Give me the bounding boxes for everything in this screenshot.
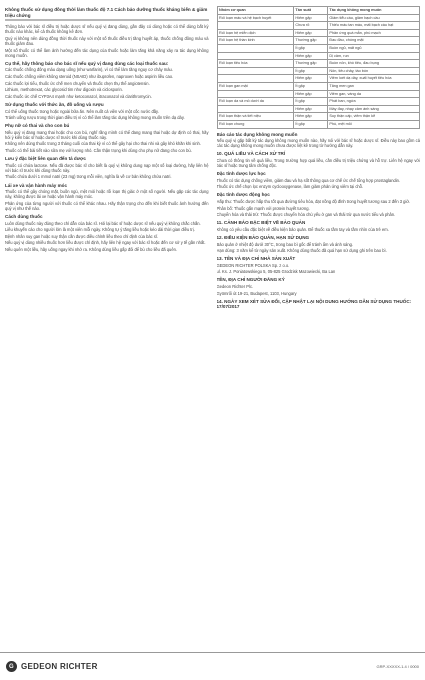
table-cell: [217, 67, 293, 75]
sub-heading: Sử dụng thuốc với thức ăn, đồ uống và rượu: [5, 101, 104, 107]
company-logo-icon: G: [6, 661, 17, 672]
paragraph: Các thuốc lợi tiểu, thuốc ức chế men chuyển và thuốc chẹn thụ thể angiotensin.: [5, 80, 150, 86]
table-row: [217, 82, 420, 90]
paragraph: Các thuốc ức chế CYP3A4 mạnh như ketoconazol, itraconazol và clarithromycin.: [5, 93, 152, 99]
paragraph: Thuốc có thể gây chóng mặt, buồn ngủ, mệt mỏi hoặc rối loạn thị giác ở một số người. Nếu gặp các tác dụng này, không được lái xe hoặc vận hành máy móc.: [5, 189, 209, 200]
paragraph: Nếu quý vị dùng nhiều thuốc hơn liều được chỉ định, hãy liên hệ ngay với bác sĩ hoặc đến cơ sở y tế gần nhất.: [5, 240, 206, 246]
column-header: Nhóm cơ quan: [217, 7, 293, 15]
table-row: [217, 113, 420, 121]
table-cell: Rối loạn tiêu hóa: [217, 60, 293, 68]
table-cell: Rối loạn máu và hệ bạch huyết: [217, 14, 293, 22]
sub-heading: Báo cáo tác dụng không mong muốn: [216, 131, 298, 137]
paragraph: Tránh uống rượu trong thời gian điều trị vì có thể làm tăng tác dụng không mong muốn trên dạ dày.: [5, 115, 185, 121]
table-cell: Thiếu máu tan máu, mất bạch cầu hạt: [327, 22, 419, 30]
footer: [0, 652, 425, 680]
table-cell: Rối loạn da và mô dưới da: [217, 98, 293, 106]
section-heading: 12. ĐIỀU KIỆN BẢO QUẢN, HẠN SỬ DỤNG: [216, 234, 310, 240]
table-row: [217, 67, 420, 75]
paragraph: Nếu quý vị gặp bất kỳ tác dụng không mong muốn nào, hãy nói với bác sĩ hoặc dược sĩ. Điều này bao gồm cả các tác dụng không mong muốn chưa được liệt kê trong tờ hướng dẫn này.: [216, 138, 420, 149]
brand-name: GEDEON RICHTER: [21, 662, 98, 671]
table-cell: Ít gặp: [293, 67, 327, 75]
table-cell: Thường gặp: [293, 60, 327, 68]
document-code: GRP-XXXXX-1.4 / 0000: [376, 664, 419, 669]
table-cell: Dị cảm, run: [327, 52, 419, 60]
paragraph-group-g: [5, 221, 209, 252]
table-cell: Rối loạn gan mật: [217, 82, 293, 90]
paragraph: Bảo quản ở nhiệt độ dưới 30°C, trong bao bì gốc để tránh ẩm và ánh sáng.: [216, 241, 354, 247]
sub-heading: Lưu ý đặc biệt liên quan đến tá dược: [5, 156, 86, 162]
paragraph: ul. Ks. J. Poniatowskiego 5, 05-825 Grodzisk Mazowiecki, Ba Lan: [216, 269, 336, 275]
table-row: [217, 98, 420, 106]
paragraph: Thuốc chứa dưới 1 mmol natri (23 mg) trong mỗi viên, nghĩa là về cơ bản không chứa natri.: [5, 174, 172, 180]
divider: [5, 19, 209, 21]
table-cell: Ít gặp: [293, 120, 327, 128]
section-heading: 11. CẢNH BÁO ĐẶC BIỆT VỀ BẢO QUẢN: [216, 220, 306, 226]
paragraph: Gyömrői út 19-21, Budapest, 1103, Hungary: [216, 290, 297, 296]
adverse-effects-table: [217, 6, 421, 129]
brand: [6, 661, 98, 672]
paragraph-group-d: [5, 130, 209, 153]
sub-heading: Phụ nữ có thai và cho con bú: [5, 123, 70, 129]
paragraph-group-f: [5, 189, 209, 211]
paragraph: Thuốc có chứa lactose. Nếu đã được bác sĩ cho biết là quý vị không dung nạp một số loại đường, hãy liên hệ với bác sĩ trước khi dùng thuốc này.: [5, 162, 209, 173]
paragraph: Liều khuyến cáo cho người lớn là một viên mỗi ngày. Không tự ý tăng liều hoặc kéo dài thời gian điều trị.: [5, 227, 195, 233]
section-heading: Không thuốc sử dụng đồng thời làm thuốc độ 7.1 Cách bảo dưỡng thuốc kháng biến & giảm triệu chứng: [5, 7, 208, 18]
paragraph: Không có yêu cầu đặc biệt về điều kiện bảo quản. Để thuốc xa tầm tay và tầm nhìn của trẻ em.: [216, 226, 389, 232]
table-cell: Hiếm gặp: [293, 113, 327, 121]
paragraph: Thuốc có thể bài tiết vào sữa mẹ với lượng nhỏ. Cần thận trọng khi dùng cho phụ nữ đang cho con bú.: [5, 148, 192, 154]
section-heading: TÊN, ĐỊA CHỈ NGƯỜI ĐĂNG KÝ: [216, 277, 285, 283]
table-cell: Mày đay, nhạy cảm ánh sáng: [327, 105, 419, 113]
table-cell: [217, 44, 293, 52]
table-cell: Hiếm gặp: [293, 52, 327, 60]
paragraph: Thông báo với bác sĩ điều trị hoặc dược sĩ nếu quý vị đang dùng, gần đây có dùng hoặc có thể dùng bất kỳ thuốc nào khác, kể cả thuốc không kê đơn.: [5, 24, 209, 35]
paragraph: Nếu quên một liều, hãy uống ngay khi nhớ ra. Không dùng liều gấp đôi để bù cho liều đã quên.: [5, 246, 178, 252]
table-cell: Viêm gan, vàng da: [327, 90, 419, 98]
left-column: [5, 4, 209, 641]
paragraph-group-b: [5, 67, 209, 98]
table-cell: Đau đầu, chóng mặt: [327, 37, 419, 45]
section-heading: 10. QUÁ LIỀU VÀ CÁCH XỬ TRÍ: [216, 151, 286, 157]
section-heading: 13. TÊN VÀ ĐỊA CHỈ NHÀ SẢN XUẤT: [216, 256, 296, 262]
sub-heading: Lái xe và vận hành máy móc: [5, 182, 68, 188]
paragraph: Luôn dùng thuốc này đúng theo chỉ dẫn của bác sĩ. Hỏi lại bác sĩ hoặc dược sĩ nếu quý vị không chắc chắn.: [5, 220, 201, 226]
table-cell: Hiếm gặp: [293, 90, 327, 98]
table-cell: [217, 22, 293, 30]
sub-heading: Cách dùng thuốc: [5, 214, 43, 219]
paragraph: Bệnh nhân suy gan hoặc suy thận cần được điều chỉnh liều theo chỉ định của bác sĩ.: [5, 233, 159, 239]
table-cell: Hiếm gặp: [293, 105, 327, 113]
paragraph: Nếu quý vị đang mang thai hoặc cho con bú, nghĩ rằng mình có thể đang mang thai hoặc dự định có thai, hãy hỏi ý kiến bác sĩ hoặc dược sĩ trước khi dùng thuốc này.: [5, 129, 209, 140]
table-row: [217, 37, 420, 45]
paragraph: Phân bố: Thuốc gắn mạnh với protein huyết tương.: [216, 205, 310, 211]
table-cell: Ít gặp: [293, 82, 327, 90]
paragraph-group-a: [5, 24, 209, 58]
table-row: [217, 75, 420, 83]
table-header-row: [217, 7, 420, 15]
table-cell: Suy thận cấp, viêm thận kẽ: [327, 113, 419, 121]
paragraph: Các thuốc chống đông máu dạng uống (như warfarin), vì có thể làm tăng nguy cơ chảy máu.: [5, 67, 173, 73]
paragraph: Hấp thu: Thuốc được hấp thu tốt qua đường tiêu hóa, đạt nồng độ đỉnh trong huyết tương sau 2 đến 3 giờ.: [216, 198, 411, 204]
table-cell: Hiếm gặp: [293, 75, 327, 83]
table-cell: Hiếm gặp: [293, 14, 327, 22]
table-row: [217, 52, 420, 60]
table-cell: Buồn ngủ, mất ngủ: [327, 44, 419, 52]
table-cell: [217, 90, 293, 98]
table-row: [217, 44, 420, 52]
paragraph: Một số thuốc có thể làm ảnh hưởng đến tác dụng của thuốc hoặc làm tăng khả năng xảy ra tác dụng không mong muốn.: [5, 47, 209, 58]
table-cell: Viêm loét dạ dày, xuất huyết tiêu hóa: [327, 75, 419, 83]
sub-heading: Cụ thể, hãy thông báo cho bác sĩ nếu quý vị đang dùng các loại thuốc sau:: [5, 60, 169, 66]
table-cell: Phát ban, ngứa: [327, 98, 419, 106]
table-cell: Thường gặp: [293, 37, 327, 45]
table-cell: Rối loạn hệ miễn dịch: [217, 29, 293, 37]
table-row: [217, 14, 420, 22]
table-cell: Ít gặp: [293, 44, 327, 52]
table-cell: [217, 105, 293, 113]
table-cell: Chưa rõ: [293, 22, 327, 30]
table-row: [217, 60, 420, 68]
paragraph: Hạn dùng: 3 năm kể từ ngày sản xuất. Không dùng thuốc đã quá hạn sử dụng ghi trên bao bì.: [216, 248, 387, 254]
paragraph: Quý vị không nên dùng đồng thời thuốc này với một số thuốc điều trị tăng huyết áp, thuốc chống đông máu và thuốc giảm đau.: [5, 35, 209, 47]
table-cell: [217, 52, 293, 60]
section-heading: 14. NGÀY XEM XÉT SỬA ĐỔI, CẬP NHẬT LẠI NỘI DUNG HƯỚNG DẪN SỬ DỤNG THUỐC: 17/07/2017: [216, 298, 412, 310]
paragraph: GEDEON RICHTER POLSKA Sp. z o.o.: [216, 262, 290, 268]
table-cell: Buồn nôn, khó tiêu, đau bụng: [327, 60, 419, 68]
table-cell: Rối loạn chung: [217, 120, 293, 128]
paragraph: Không nên dùng thuốc trong 3 tháng cuối của thai kỳ vì có thể gây hại cho thai nhi và gây khó khăn khi sinh.: [5, 141, 201, 147]
table-row: [217, 90, 420, 98]
table-cell: Phản ứng quá mẫn, phù mạch: [327, 29, 419, 37]
table-cell: Nôn, tiêu chảy, táo bón: [327, 67, 419, 75]
table-cell: [217, 75, 293, 83]
paragraph: Thuốc ức chế chọn lọc enzym cyclooxygenase, làm giảm phản ứng viêm tại chỗ.: [216, 184, 364, 190]
section-heading: Đặc tính dược lực học: [216, 171, 266, 177]
table-cell: Giảm tiểu cầu, giảm bạch cầu: [327, 14, 419, 22]
paragraph: Thuốc có tác dụng chống viêm, giảm đau và hạ sốt thông qua cơ chế ức chế tổng hợp prostaglandin.: [216, 177, 401, 183]
table-row: [217, 29, 420, 37]
table-row: [217, 22, 420, 30]
paragraph: Phản ứng của từng người với thuốc có thể khác nhau. Hãy thận trọng cho đến khi biết thuốc ảnh hưởng đến quý vị như thế nào.: [5, 200, 209, 211]
paragraph: Chưa có thông tin về quá liều. Trong trường hợp quá liều, cần điều trị triệu chứng và hỗ trợ. Liên hệ ngay với bác sĩ hoặc trung tâm chống độc.: [216, 157, 420, 168]
table-row: [217, 120, 420, 128]
table-row: [217, 105, 420, 113]
paragraph: Có thể uống thuốc trong hoặc ngoài bữa ăn. Nên nuốt cả viên với một cốc nước đầy.: [5, 108, 159, 114]
table-cell: Rối loạn thận và tiết niệu: [217, 113, 293, 121]
paragraph-group-c: [5, 109, 209, 121]
paragraph: Gedeon Richter Plc.: [216, 284, 254, 290]
table-cell: Phù, mệt mỏi: [327, 120, 419, 128]
section-heading: Đặc tính dược động học: [216, 192, 270, 198]
table-cell: Ít gặp: [293, 98, 327, 106]
paragraph-group-e: [5, 163, 209, 180]
sections-container: [217, 151, 421, 310]
column-header: Tần suất: [293, 7, 327, 15]
column-header: Tác dụng không mong muốn: [327, 7, 419, 15]
right-column: [217, 4, 421, 641]
table-cell: Tăng men gan: [327, 82, 419, 90]
table-body: [217, 14, 420, 128]
paragraph: Các thuốc chống viêm không steroid (NSAID) như ibuprofen, naproxen hoặc aspirin liều cao.: [5, 74, 174, 80]
columns: [5, 4, 420, 641]
paragraph: Lithium, methotrexat, các glycosid tim như digoxin và ciclosporin.: [5, 87, 123, 93]
paragraph: Chuyển hóa và thải trừ: Thuốc được chuyển hóa chủ yếu ở gan và thải trừ qua nước tiểu và phân.: [216, 212, 396, 218]
table-cell: Rối loạn hệ thần kinh: [217, 37, 293, 45]
table-cell: Hiếm gặp: [293, 29, 327, 37]
